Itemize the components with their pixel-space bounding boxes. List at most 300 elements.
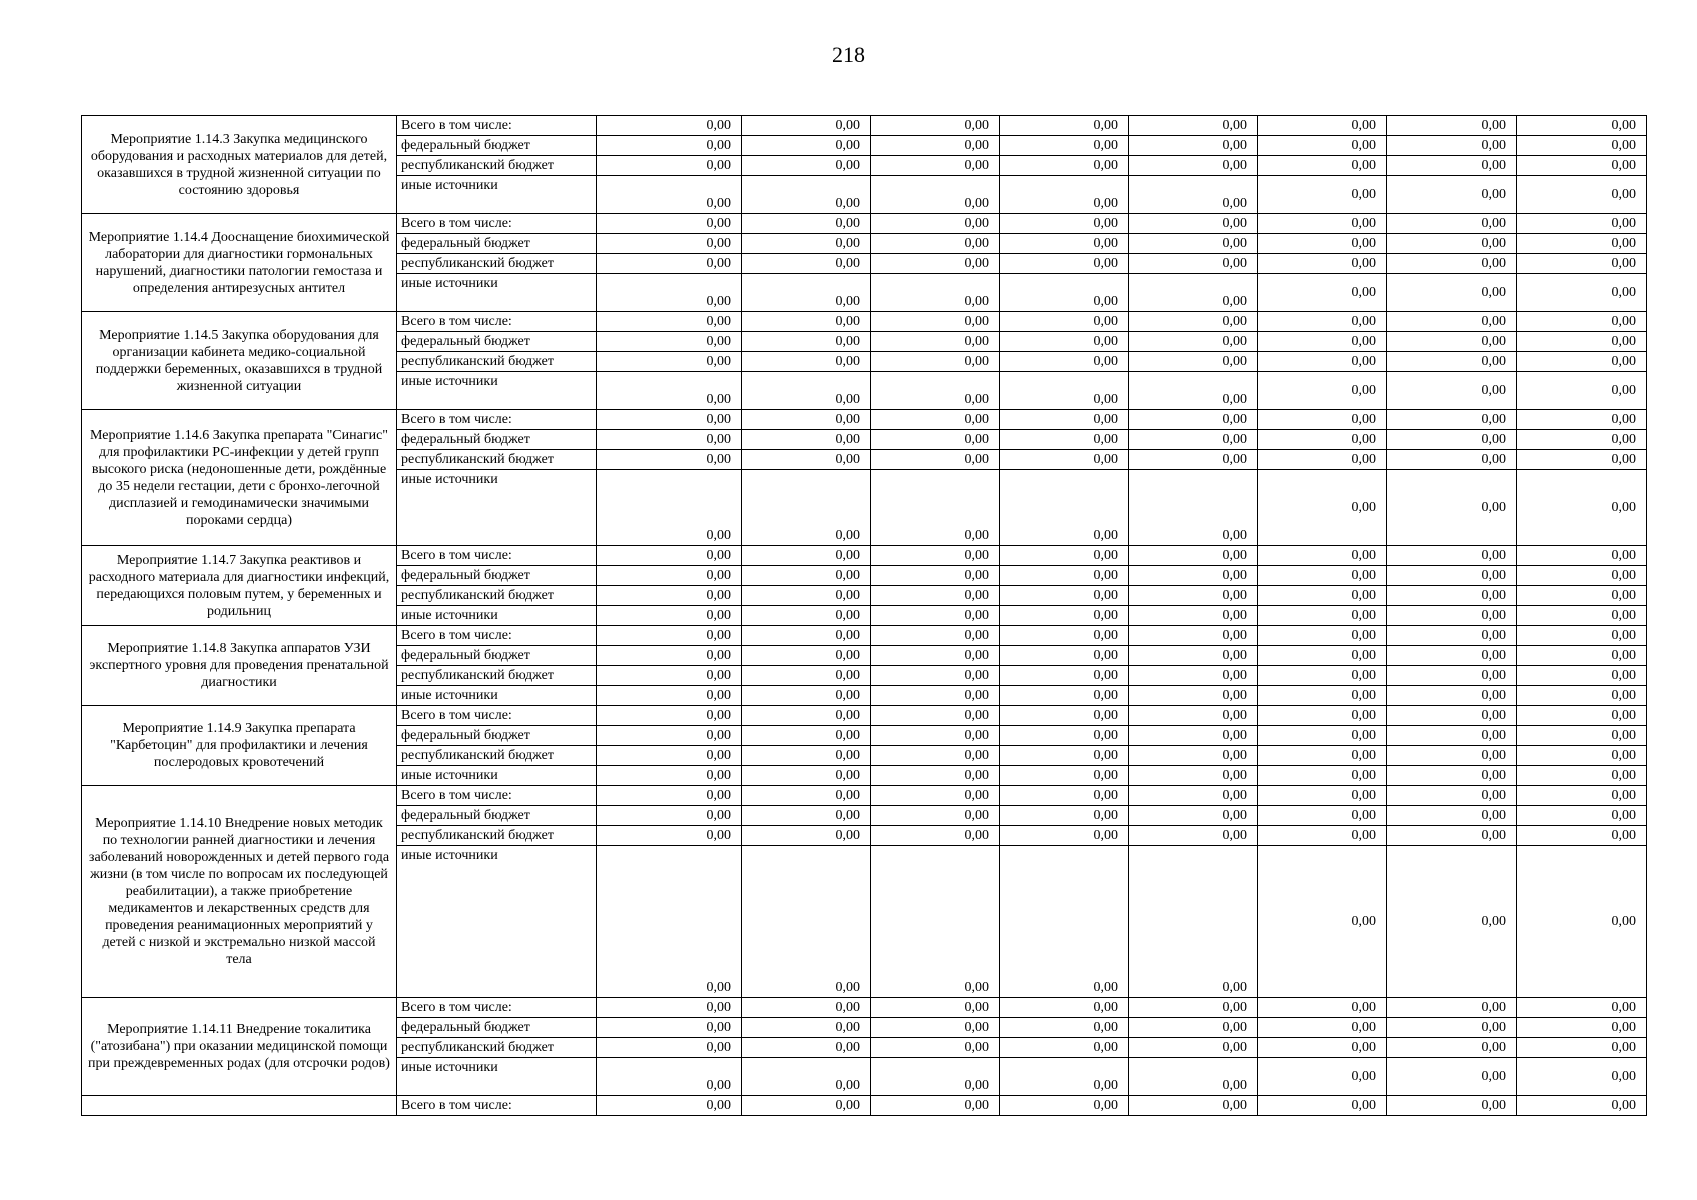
value-cell: 0,00 — [597, 1038, 742, 1058]
value-cell: 0,00 — [1129, 726, 1258, 746]
value-cell: 0,00 — [597, 116, 742, 136]
value-cell: 0,00 — [1129, 1038, 1258, 1058]
value-cell: 0,00 — [871, 566, 1000, 586]
value-cell: 0,00 — [1517, 566, 1647, 586]
value-cell: 0,00 — [871, 156, 1000, 176]
value-cell: 0,00 — [1000, 274, 1129, 312]
value-cell: 0,00 — [1129, 274, 1258, 312]
value-cell: 0,00 — [1387, 566, 1517, 586]
value-cell: 0,00 — [1000, 156, 1129, 176]
value-cell: 0,00 — [1258, 1038, 1387, 1058]
value-cell: 0,00 — [742, 312, 871, 332]
value-cell: 0,00 — [597, 352, 742, 372]
value-cell: 0,00 — [1129, 806, 1258, 826]
value-cell: 0,00 — [1517, 606, 1647, 626]
value-cell: 0,00 — [1387, 136, 1517, 156]
value-cell: 0,00 — [1258, 998, 1387, 1018]
value-cell: 0,00 — [1000, 450, 1129, 470]
value-cell: 0,00 — [1387, 746, 1517, 766]
value-cell: 0,00 — [1258, 430, 1387, 450]
value-cell: 0,00 — [1129, 430, 1258, 450]
source-label: федеральный бюджет — [397, 1018, 597, 1038]
value-cell: 0,00 — [1517, 450, 1647, 470]
value-cell: 0,00 — [742, 430, 871, 450]
value-cell: 0,00 — [1000, 606, 1129, 626]
value-cell: 0,00 — [1387, 786, 1517, 806]
value-cell: 0,00 — [871, 430, 1000, 450]
value-cell: 0,00 — [1129, 234, 1258, 254]
value-cell: 0,00 — [742, 1038, 871, 1058]
value-cell: 0,00 — [1387, 470, 1517, 546]
value-cell: 0,00 — [871, 826, 1000, 846]
value-cell: 0,00 — [1258, 1058, 1387, 1096]
value-cell: 0,00 — [1000, 214, 1129, 234]
value-cell: 0,00 — [1000, 766, 1129, 786]
value-cell: 0,00 — [1129, 352, 1258, 372]
value-cell: 0,00 — [1387, 176, 1517, 214]
source-label: Всего в том числе: — [397, 546, 597, 566]
value-cell: 0,00 — [1258, 332, 1387, 352]
source-label: иные источники — [397, 274, 597, 312]
value-cell: 0,00 — [1129, 176, 1258, 214]
value-cell: 0,00 — [871, 686, 1000, 706]
value-cell: 0,00 — [1000, 234, 1129, 254]
value-cell: 0,00 — [742, 274, 871, 312]
value-cell: 0,00 — [742, 806, 871, 826]
value-cell: 0,00 — [1129, 332, 1258, 352]
value-cell: 0,00 — [1129, 826, 1258, 846]
value-cell: 0,00 — [1387, 352, 1517, 372]
value-cell: 0,00 — [1517, 746, 1647, 766]
value-cell: 0,00 — [871, 372, 1000, 410]
value-cell: 0,00 — [1517, 706, 1647, 726]
value-cell: 0,00 — [1517, 430, 1647, 450]
value-cell: 0,00 — [1387, 998, 1517, 1018]
value-cell: 0,00 — [742, 156, 871, 176]
value-cell: 0,00 — [597, 606, 742, 626]
value-cell: 0,00 — [871, 352, 1000, 372]
source-label: Всего в том числе: — [397, 706, 597, 726]
value-cell: 0,00 — [871, 626, 1000, 646]
value-cell: 0,00 — [1387, 156, 1517, 176]
value-cell: 0,00 — [597, 312, 742, 332]
value-cell: 0,00 — [871, 254, 1000, 274]
value-cell: 0,00 — [1258, 214, 1387, 234]
value-cell: 0,00 — [1129, 254, 1258, 274]
value-cell: 0,00 — [871, 234, 1000, 254]
value-cell: 0,00 — [1000, 1096, 1129, 1116]
value-cell: 0,00 — [1517, 646, 1647, 666]
value-cell: 0,00 — [597, 726, 742, 746]
source-label: Всего в том числе: — [397, 312, 597, 332]
value-cell: 0,00 — [742, 998, 871, 1018]
value-cell: 0,00 — [742, 254, 871, 274]
value-cell: 0,00 — [1129, 686, 1258, 706]
value-cell: 0,00 — [871, 410, 1000, 430]
value-cell: 0,00 — [597, 826, 742, 846]
value-cell: 0,00 — [871, 116, 1000, 136]
value-cell: 0,00 — [1258, 136, 1387, 156]
value-cell: 0,00 — [871, 766, 1000, 786]
value-cell: 0,00 — [1000, 706, 1129, 726]
value-cell: 0,00 — [742, 410, 871, 430]
value-cell: 0,00 — [597, 806, 742, 826]
measure-title: Мероприятие 1.14.4 Дооснащение биохимической лаборатории для диагностики гормональных нарушений, диагностики патологии гемостаза и определения антирезусных антител — [82, 214, 397, 312]
value-cell: 0,00 — [871, 450, 1000, 470]
value-cell: 0,00 — [1000, 686, 1129, 706]
value-cell: 0,00 — [597, 430, 742, 450]
value-cell: 0,00 — [1258, 846, 1387, 998]
value-cell: 0,00 — [1000, 116, 1129, 136]
value-cell: 0,00 — [1258, 726, 1387, 746]
value-cell: 0,00 — [1387, 430, 1517, 450]
value-cell: 0,00 — [1387, 726, 1517, 746]
value-cell: 0,00 — [1517, 826, 1647, 846]
value-cell: 0,00 — [1000, 312, 1129, 332]
value-cell: 0,00 — [1129, 606, 1258, 626]
value-cell: 0,00 — [1387, 806, 1517, 826]
value-cell: 0,00 — [1387, 546, 1517, 566]
value-cell: 0,00 — [742, 686, 871, 706]
value-cell: 0,00 — [1129, 450, 1258, 470]
value-cell: 0,00 — [742, 846, 871, 998]
value-cell: 0,00 — [1129, 214, 1258, 234]
value-cell: 0,00 — [1129, 410, 1258, 430]
page-number: 218 — [832, 42, 865, 67]
value-cell: 0,00 — [1517, 1096, 1647, 1116]
value-cell: 0,00 — [597, 586, 742, 606]
value-cell: 0,00 — [1387, 846, 1517, 998]
value-cell: 0,00 — [1129, 566, 1258, 586]
value-cell: 0,00 — [742, 626, 871, 646]
value-cell: 0,00 — [1129, 546, 1258, 566]
value-cell: 0,00 — [597, 450, 742, 470]
value-cell: 0,00 — [1258, 646, 1387, 666]
value-cell: 0,00 — [1517, 274, 1647, 312]
value-cell: 0,00 — [1000, 726, 1129, 746]
value-cell: 0,00 — [1517, 234, 1647, 254]
value-cell: 0,00 — [1000, 254, 1129, 274]
value-cell: 0,00 — [1517, 116, 1647, 136]
value-cell: 0,00 — [1387, 686, 1517, 706]
value-cell: 0,00 — [871, 786, 1000, 806]
value-cell: 0,00 — [1129, 766, 1258, 786]
value-cell: 0,00 — [1000, 176, 1129, 214]
value-cell: 0,00 — [742, 766, 871, 786]
source-label: республиканский бюджет — [397, 254, 597, 274]
table-row — [82, 116, 1647, 136]
value-cell: 0,00 — [597, 470, 742, 546]
source-label: республиканский бюджет — [397, 1038, 597, 1058]
measure-title: Мероприятие 1.14.6 Закупка препарата "Синагис" для профилактики РС-инфекции у детей групп высокого риска (недоношенные дети, рождённые до 35 недели гестации, дети с бронхо-легочной дисплазией и гемодинамически значимыми пороками сердца) — [82, 410, 397, 546]
value-cell: 0,00 — [1517, 254, 1647, 274]
value-cell: 0,00 — [1387, 234, 1517, 254]
source-label: Всего в том числе: — [397, 410, 597, 430]
measure-title: Мероприятие 1.14.9 Закупка препарата "Карбетоцин" для профилактики и лечения послеродовых кровотечений — [82, 706, 397, 786]
table-row — [82, 546, 1647, 566]
value-cell: 0,00 — [871, 1058, 1000, 1096]
value-cell: 0,00 — [1387, 606, 1517, 626]
source-label: федеральный бюджет — [397, 234, 597, 254]
value-cell: 0,00 — [871, 274, 1000, 312]
measure-title: Мероприятие 1.14.3 Закупка медицинского оборудования и расходных материалов для детей, оказавшихся в трудной жизненной ситуации по состоянию здоровья — [82, 116, 397, 214]
value-cell: 0,00 — [1258, 546, 1387, 566]
value-cell: 0,00 — [597, 546, 742, 566]
value-cell: 0,00 — [1000, 1018, 1129, 1038]
value-cell: 0,00 — [1387, 1018, 1517, 1038]
value-cell: 0,00 — [1517, 136, 1647, 156]
value-cell: 0,00 — [1000, 646, 1129, 666]
value-cell: 0,00 — [1387, 826, 1517, 846]
value-cell: 0,00 — [742, 372, 871, 410]
value-cell: 0,00 — [1000, 566, 1129, 586]
value-cell: 0,00 — [1517, 372, 1647, 410]
value-cell: 0,00 — [742, 586, 871, 606]
measure-title: Мероприятие 1.14.10 Внедрение новых методик по технологии ранней диагностики и лечения заболеваний новорожденных и детей первого года жизни (в том числе по вопросам их последующей реабилитации), а также приобретение медикаментов и лекарственных средств для проведения реанимационных мероприятий у детей с низкой и экстремально низкой массой тела — [82, 786, 397, 998]
value-cell: 0,00 — [1387, 450, 1517, 470]
value-cell: 0,00 — [1129, 116, 1258, 136]
value-cell: 0,00 — [871, 726, 1000, 746]
measure-title: Мероприятие 1.14.11 Внедрение токалитика ("атозибана") при оказании медицинской помощи при преждевременных родах (для отсрочки родов) — [82, 998, 397, 1096]
value-cell: 0,00 — [1517, 1018, 1647, 1038]
value-cell: 0,00 — [1129, 998, 1258, 1018]
value-cell: 0,00 — [1517, 1038, 1647, 1058]
value-cell: 0,00 — [871, 606, 1000, 626]
value-cell: 0,00 — [871, 1018, 1000, 1038]
source-label: Всего в том числе: — [397, 1096, 597, 1116]
value-cell: 0,00 — [742, 234, 871, 254]
value-cell: 0,00 — [742, 352, 871, 372]
table-row — [82, 214, 1647, 234]
value-cell: 0,00 — [1000, 586, 1129, 606]
value-cell: 0,00 — [1387, 254, 1517, 274]
value-cell: 0,00 — [597, 706, 742, 726]
value-cell: 0,00 — [1517, 686, 1647, 706]
value-cell: 0,00 — [1000, 410, 1129, 430]
value-cell: 0,00 — [597, 626, 742, 646]
value-cell: 0,00 — [1129, 746, 1258, 766]
source-label: республиканский бюджет — [397, 666, 597, 686]
value-cell: 0,00 — [597, 566, 742, 586]
source-label: федеральный бюджет — [397, 806, 597, 826]
source-label: Всего в том числе: — [397, 116, 597, 136]
value-cell: 0,00 — [1387, 626, 1517, 646]
value-cell: 0,00 — [1258, 786, 1387, 806]
table-row — [82, 998, 1647, 1018]
value-cell: 0,00 — [597, 998, 742, 1018]
source-label: федеральный бюджет — [397, 646, 597, 666]
value-cell: 0,00 — [871, 806, 1000, 826]
value-cell: 0,00 — [1000, 746, 1129, 766]
value-cell: 0,00 — [1000, 666, 1129, 686]
source-label: республиканский бюджет — [397, 586, 597, 606]
value-cell: 0,00 — [1129, 786, 1258, 806]
source-label: федеральный бюджет — [397, 726, 597, 746]
value-cell: 0,00 — [1258, 706, 1387, 726]
value-cell: 0,00 — [1000, 626, 1129, 646]
source-label: иные источники — [397, 606, 597, 626]
value-cell: 0,00 — [742, 1096, 871, 1116]
value-cell: 0,00 — [1258, 176, 1387, 214]
value-cell: 0,00 — [742, 646, 871, 666]
value-cell: 0,00 — [871, 706, 1000, 726]
value-cell: 0,00 — [1517, 410, 1647, 430]
value-cell: 0,00 — [597, 1058, 742, 1096]
value-cell: 0,00 — [1387, 332, 1517, 352]
value-cell: 0,00 — [1258, 116, 1387, 136]
source-label: республиканский бюджет — [397, 826, 597, 846]
value-cell: 0,00 — [1129, 312, 1258, 332]
value-cell: 0,00 — [1517, 726, 1647, 746]
value-cell: 0,00 — [1129, 1058, 1258, 1096]
value-cell: 0,00 — [1000, 998, 1129, 1018]
value-cell: 0,00 — [1258, 450, 1387, 470]
value-cell: 0,00 — [597, 372, 742, 410]
table-body — [82, 116, 1647, 1116]
value-cell: 0,00 — [1517, 1058, 1647, 1096]
value-cell: 0,00 — [1387, 214, 1517, 234]
value-cell: 0,00 — [742, 666, 871, 686]
value-cell: 0,00 — [597, 786, 742, 806]
source-label: иные источники — [397, 766, 597, 786]
source-label: Всего в том числе: — [397, 214, 597, 234]
value-cell: 0,00 — [1000, 352, 1129, 372]
value-cell: 0,00 — [1517, 666, 1647, 686]
value-cell: 0,00 — [1258, 586, 1387, 606]
value-cell: 0,00 — [871, 586, 1000, 606]
value-cell: 0,00 — [597, 646, 742, 666]
value-cell: 0,00 — [742, 470, 871, 546]
value-cell: 0,00 — [1517, 586, 1647, 606]
value-cell: 0,00 — [742, 116, 871, 136]
value-cell: 0,00 — [742, 746, 871, 766]
value-cell: 0,00 — [1517, 626, 1647, 646]
value-cell: 0,00 — [1517, 312, 1647, 332]
source-label: иные источники — [397, 686, 597, 706]
value-cell: 0,00 — [597, 1096, 742, 1116]
value-cell: 0,00 — [1387, 372, 1517, 410]
value-cell: 0,00 — [1000, 546, 1129, 566]
value-cell: 0,00 — [871, 136, 1000, 156]
value-cell: 0,00 — [1517, 998, 1647, 1018]
value-cell: 0,00 — [1517, 806, 1647, 826]
value-cell: 0,00 — [1129, 706, 1258, 726]
value-cell: 0,00 — [1258, 254, 1387, 274]
value-cell: 0,00 — [597, 176, 742, 214]
value-cell: 0,00 — [1129, 846, 1258, 998]
value-cell: 0,00 — [1517, 332, 1647, 352]
value-cell: 0,00 — [1387, 1038, 1517, 1058]
value-cell: 0,00 — [1258, 666, 1387, 686]
value-cell: 0,00 — [1387, 1096, 1517, 1116]
value-cell: 0,00 — [1000, 806, 1129, 826]
funding-table — [81, 115, 1647, 1116]
value-cell: 0,00 — [871, 176, 1000, 214]
value-cell: 0,00 — [1517, 546, 1647, 566]
value-cell: 0,00 — [1129, 666, 1258, 686]
value-cell: 0,00 — [597, 234, 742, 254]
source-label: иные источники — [397, 470, 597, 546]
value-cell: 0,00 — [1000, 846, 1129, 998]
value-cell: 0,00 — [1258, 806, 1387, 826]
value-cell: 0,00 — [1258, 606, 1387, 626]
value-cell: 0,00 — [1258, 1018, 1387, 1038]
value-cell: 0,00 — [1387, 666, 1517, 686]
value-cell: 0,00 — [742, 546, 871, 566]
value-cell: 0,00 — [597, 136, 742, 156]
value-cell: 0,00 — [1258, 686, 1387, 706]
value-cell: 0,00 — [1000, 786, 1129, 806]
value-cell: 0,00 — [1517, 176, 1647, 214]
value-cell: 0,00 — [871, 332, 1000, 352]
value-cell: 0,00 — [1517, 786, 1647, 806]
value-cell: 0,00 — [1517, 156, 1647, 176]
measure-title — [82, 1096, 397, 1116]
value-cell: 0,00 — [1387, 274, 1517, 312]
source-label: федеральный бюджет — [397, 566, 597, 586]
source-label: иные источники — [397, 372, 597, 410]
value-cell: 0,00 — [742, 786, 871, 806]
value-cell: 0,00 — [1258, 1096, 1387, 1116]
value-cell: 0,00 — [1129, 136, 1258, 156]
value-cell: 0,00 — [1258, 156, 1387, 176]
value-cell: 0,00 — [1258, 372, 1387, 410]
value-cell: 0,00 — [871, 546, 1000, 566]
value-cell: 0,00 — [1000, 826, 1129, 846]
value-cell: 0,00 — [597, 254, 742, 274]
source-label: федеральный бюджет — [397, 332, 597, 352]
value-cell: 0,00 — [1258, 826, 1387, 846]
value-cell: 0,00 — [597, 1018, 742, 1038]
measure-title: Мероприятие 1.14.7 Закупка реактивов и расходного материала для диагностики инфекций, передающихся половым путем, у беременных и родильниц — [82, 546, 397, 626]
value-cell: 0,00 — [1000, 372, 1129, 410]
value-cell: 0,00 — [742, 136, 871, 156]
value-cell: 0,00 — [597, 666, 742, 686]
value-cell: 0,00 — [1517, 352, 1647, 372]
value-cell: 0,00 — [871, 846, 1000, 998]
value-cell: 0,00 — [1258, 312, 1387, 332]
value-cell: 0,00 — [742, 214, 871, 234]
value-cell: 0,00 — [1387, 586, 1517, 606]
value-cell: 0,00 — [871, 312, 1000, 332]
value-cell: 0,00 — [597, 332, 742, 352]
value-cell: 0,00 — [1000, 1058, 1129, 1096]
value-cell: 0,00 — [742, 566, 871, 586]
value-cell: 0,00 — [1258, 274, 1387, 312]
value-cell: 0,00 — [597, 746, 742, 766]
value-cell: 0,00 — [1258, 234, 1387, 254]
value-cell: 0,00 — [1129, 1018, 1258, 1038]
source-label: федеральный бюджет — [397, 430, 597, 450]
value-cell: 0,00 — [597, 156, 742, 176]
measure-title: Мероприятие 1.14.5 Закупка оборудования для организации кабинета медико-социальной поддержки беременных, оказавшихся в трудной жизненной ситуации — [82, 312, 397, 410]
value-cell: 0,00 — [597, 686, 742, 706]
value-cell: 0,00 — [1387, 116, 1517, 136]
source-label: республиканский бюджет — [397, 156, 597, 176]
value-cell: 0,00 — [597, 274, 742, 312]
table-row — [82, 312, 1647, 332]
value-cell: 0,00 — [1258, 352, 1387, 372]
value-cell: 0,00 — [871, 998, 1000, 1018]
table-row — [82, 626, 1647, 646]
source-label: Всего в том числе: — [397, 786, 597, 806]
source-label: иные источники — [397, 176, 597, 214]
value-cell: 0,00 — [871, 1038, 1000, 1058]
source-label: федеральный бюджет — [397, 136, 597, 156]
value-cell: 0,00 — [1129, 646, 1258, 666]
value-cell: 0,00 — [871, 214, 1000, 234]
value-cell: 0,00 — [742, 1058, 871, 1096]
